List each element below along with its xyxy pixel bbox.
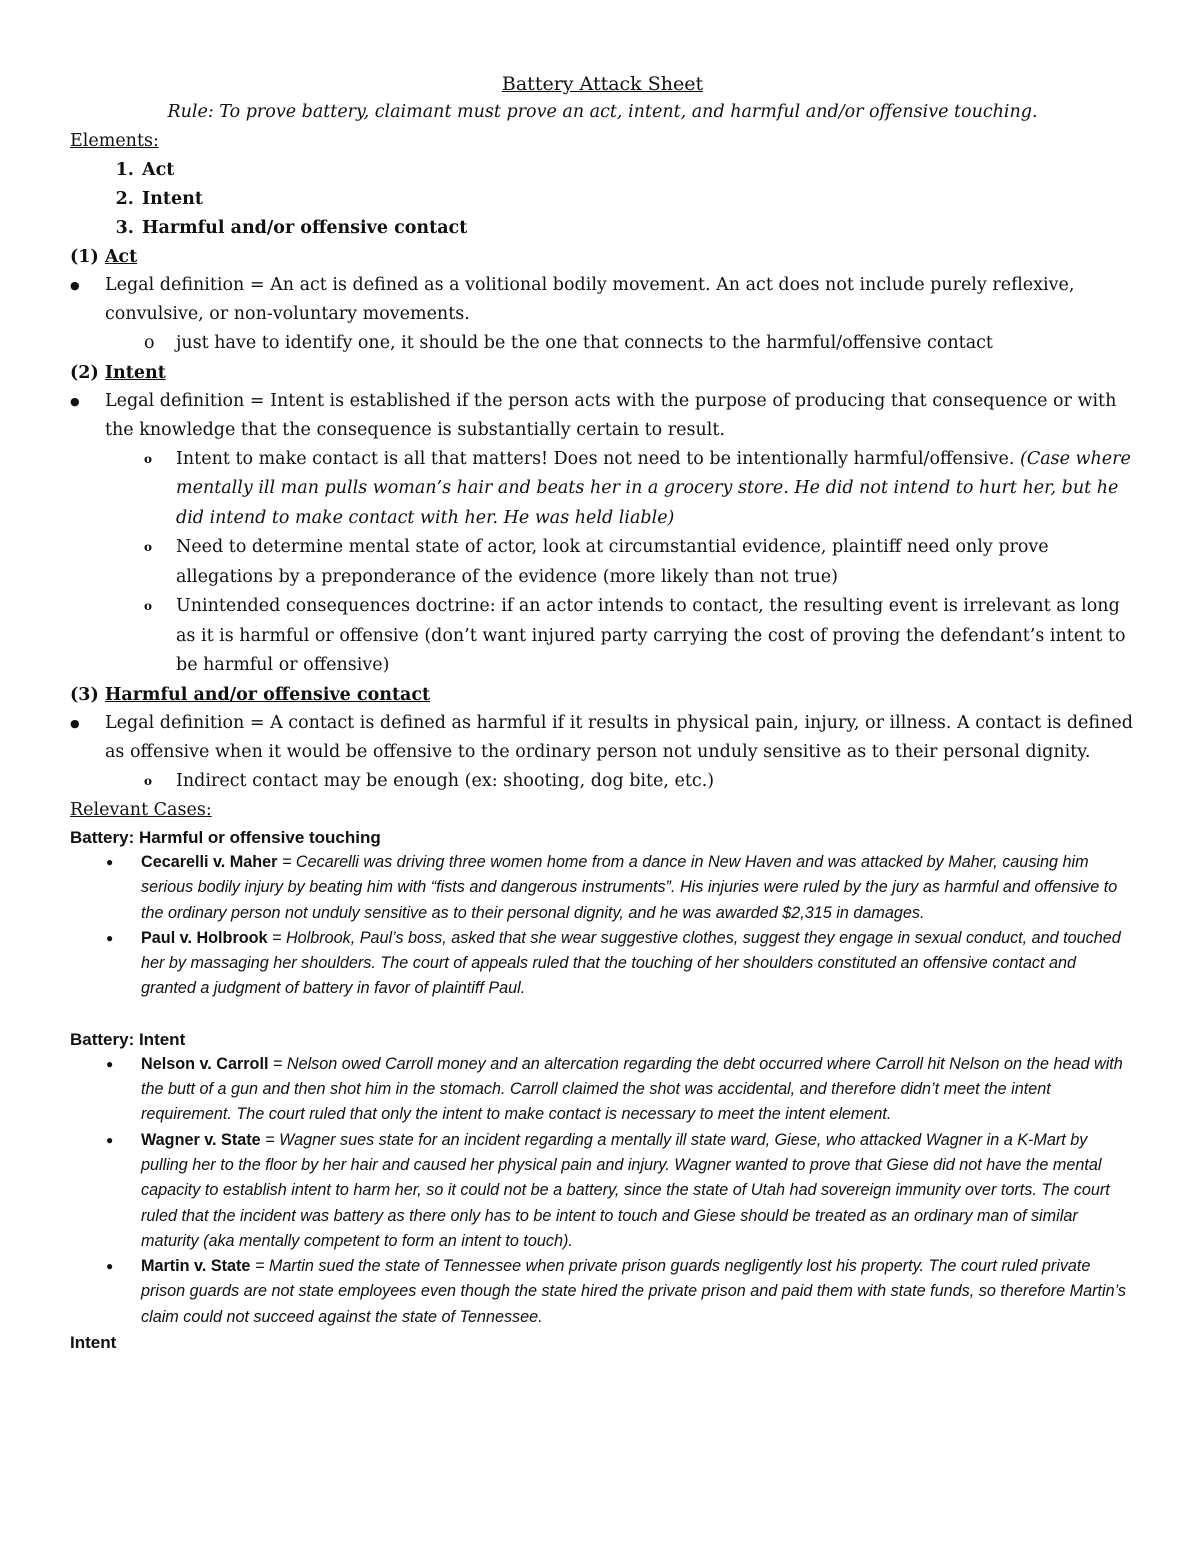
document-page bbox=[70, 70, 1135, 1355]
sub-bullet-text: Need to determine mental state of actor, look at circumstantial evidence, plaintiff need only prove allegations by a preponderance of the evidence (more likely than not true) bbox=[176, 537, 1049, 587]
sub-bullet-text: Unintended consequences doctrine: if an actor intends to contact, the resulting event is irrelevant as long as it is harmful or offensive (don’t want injured party carrying the cost of proving the defendant’s intent to be harmful or offensive) bbox=[176, 596, 1126, 675]
definition-bullet bbox=[70, 387, 1135, 445]
sub-bullet bbox=[70, 445, 1135, 534]
sub-bullet bbox=[70, 592, 1135, 681]
definition-text: Legal definition = An act is defined as a volitional bodily movement. An act does not include purely reflexive, convulsive, or non-voluntary movements. bbox=[105, 275, 1075, 324]
definition-bullet bbox=[70, 271, 1135, 329]
spacer bbox=[70, 1002, 1135, 1027]
case-description: = Holbrook, Paul’s boss, asked that she wear suggestive clothes, suggest they engage in sexual conduct, and touched her by massaging her shoulders. The court of appeals ruled that the touching of her shoulders constituted an offensive contact and granted a judgment of battery in favor of plaintiff Paul. bbox=[141, 928, 1121, 998]
circle-bullet-icon: o bbox=[144, 773, 153, 788]
elements-label: Elements: bbox=[70, 131, 159, 151]
section-heading-contact bbox=[70, 681, 1135, 709]
sub-bullet bbox=[70, 533, 1135, 592]
rule-statement: Rule: To prove battery, claimant must prove an act, intent, and harmful and/or offensive touching. bbox=[167, 102, 1038, 122]
section-number: (1) bbox=[70, 247, 99, 267]
case-name: Wagner v. State bbox=[141, 1130, 261, 1149]
case-description: = Nelson owed Carroll money and an altercation regarding the debt occurred where Carroll hit Nelson on the head with the butt of a gun and then shot him in the stomach. Carroll claimed the shot was accidental, and therefore didn’t meet the intent requirement. The court ruled that only the intent to make contact is necessary to meet the intent element. bbox=[141, 1054, 1123, 1124]
definition-text: Legal definition = Intent is established if the person acts with the purpose of producing that consequence or with the knowledge that the consequence is substantially certain to result. bbox=[105, 390, 1117, 440]
section-number: (3) bbox=[70, 684, 99, 705]
section-title: Harmful and/or offensive contact bbox=[104, 684, 431, 705]
case-description: = Cecarelli was driving three women home from a dance in New Haven and was attacked by Maher, causing him serious bodily injury by beating him with “fists and dangerous instruments”. His injuries were ruled by the jury as harmful and offensive to the ordinary person not unduly sensitive as to their personal dignity, and he was awarded $2,315 in damages. bbox=[141, 853, 1118, 922]
definition-bullet bbox=[70, 709, 1135, 767]
section-heading-intent bbox=[70, 359, 1135, 387]
case-item bbox=[70, 850, 1135, 926]
sub-bullet-italic-text: (Case where mentally ill man pulls woman’s hair and beats her in a grocery store. He did not intend to hurt her, but he did intend to make contact with her. He was held liable) bbox=[176, 448, 1131, 528]
element-item: 1. Act bbox=[140, 156, 1135, 185]
case-item bbox=[70, 1254, 1135, 1330]
section-title: Intent bbox=[104, 362, 166, 383]
circle-bullet-icon: o bbox=[144, 599, 153, 613]
element-item: 2. Intent bbox=[140, 185, 1135, 214]
document-title: Battery Attack Sheet bbox=[501, 73, 704, 95]
case-item bbox=[70, 1128, 1135, 1254]
definition-text: Legal definition = A contact is defined as harmful if it results in physical pain, injury, or illness. A contact is defined as offensive when it would be offensive to the ordinary person not unduly sensitive as to their personal dignity. bbox=[105, 712, 1133, 762]
section-number: (2) bbox=[70, 362, 99, 383]
sub-bullet bbox=[70, 329, 1135, 359]
relevant-cases-label: Relevant Cases: bbox=[70, 800, 212, 820]
case-name: Paul v. Holbrook bbox=[141, 928, 268, 947]
element-item: 3. Harmful and/or offensive contact bbox=[140, 214, 1135, 243]
case-group-heading: Battery: Intent bbox=[70, 1029, 186, 1049]
sub-bullet bbox=[70, 767, 1135, 797]
case-description: = Martin sued the state of Tennessee when private prison guards negligently lost his property. The court ruled private prison guards are not state employees even though the state hired the private prison and paid them with state funds, so therefore Martin’s claim could not succeed against the state of Tennessee. bbox=[141, 1257, 1127, 1326]
elements-list bbox=[70, 156, 1135, 243]
sub-bullet-text: Indirect contact may be enough (ex: shooting, dog bite, etc.) bbox=[176, 770, 715, 791]
trailing-heading: Intent bbox=[70, 1333, 117, 1353]
circle-bullet-icon: o bbox=[144, 540, 153, 554]
case-group-heading: Battery: Harmful or offensive touching bbox=[70, 828, 381, 847]
case-name: Martin v. State bbox=[141, 1257, 251, 1276]
circle-bullet-icon: o bbox=[144, 451, 153, 466]
case-item bbox=[70, 1052, 1135, 1128]
section-heading-act bbox=[70, 243, 1135, 271]
case-name: Cecarelli v. Maher bbox=[141, 853, 278, 871]
section-title: Act bbox=[104, 247, 138, 267]
case-name: Nelson v. Carroll bbox=[141, 1054, 269, 1073]
circle-bullet-icon: o bbox=[144, 333, 155, 353]
case-item bbox=[70, 926, 1135, 1002]
case-description: = Wagner sues state for an incident regarding a mentally ill state ward, Giese, who attacked Wagner in a K-Mart by pulling her to the floor by her hair and caused her physical pain and injury. Wagner wanted to prove that Giese did not have the mental capacity to establish intent to harm her, so it could not be a battery, since the state of Utah had sovereign immunity over torts. The court ruled that the incident was battery as there only has to be intent to touch and Giese should be treated as an ordinary man of similar maturity (aka mentally competent to form an intent to touch). bbox=[141, 1130, 1110, 1250]
sub-bullet-text: Intent to make contact is all that matters! Does not need to be intentionally harmful/offensive. bbox=[176, 448, 1020, 469]
sub-bullet-text: just have to identify one, it should be the one that connects to the harmful/offensive contact bbox=[176, 333, 993, 353]
